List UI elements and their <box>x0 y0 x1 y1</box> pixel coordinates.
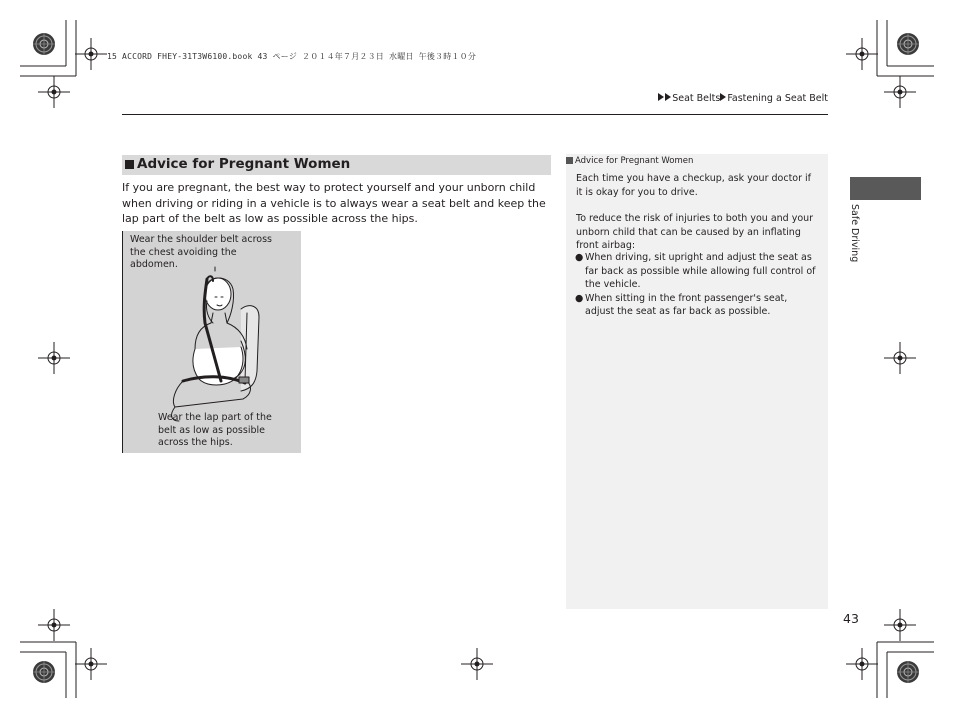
note-title <box>566 156 693 166</box>
chapter-tab[interactable] <box>850 177 921 200</box>
caption-lap-belt: Wear the lap part of the belt as low as possible across the hips. <box>158 412 272 448</box>
bullet-icon: ● <box>575 292 584 304</box>
pregnant-belt-illustration <box>122 231 301 453</box>
breadcrumb-item-seat-belts[interactable]: Seat Belts <box>672 93 721 104</box>
list-item <box>574 292 818 319</box>
note-title-text: Advice for Pregnant Women <box>575 156 694 166</box>
section-body: If you are pregnant, the best way to protect yourself and your unborn child when driving or riding in a vehicle is to always wear a seat belt and keep the lap part of the belt as low as possible across the hips. <box>122 181 546 225</box>
note-bullet-list <box>574 251 818 319</box>
page-number: 43 <box>843 611 859 626</box>
square-bullet-icon <box>125 160 134 169</box>
breadcrumb <box>658 93 828 104</box>
section-title-bar <box>122 155 551 175</box>
bullet-icon: ● <box>575 252 584 263</box>
arrow-right-icon <box>665 93 671 101</box>
note-paragraph-checkup: Each time you have a checkup, ask your doctor if it is okay for you to drive. <box>576 173 812 198</box>
caption-shoulder-belt: Wear the shoulder belt across the chest avoiding the abdomen. <box>130 234 272 270</box>
arrow-right-icon <box>658 93 664 101</box>
chapter-label <box>846 204 866 266</box>
bullet-text: When sitting in the front passenger's seat, adjust the seat as far back as possible. <box>585 292 788 317</box>
chapter-label-text: Safe Driving <box>849 204 860 263</box>
arrow-right-icon <box>720 93 726 101</box>
header-divider <box>122 114 828 115</box>
printer-info-line: 15 ACCORD FHEY-31T3W6100.book 43 ページ ２０１４年７月２３日 水曜日 午後３時１０分 <box>107 52 477 61</box>
section-title: Advice for Pregnant Women <box>137 156 351 172</box>
bullet-text: When driving, sit upright and adjust the seat as far back as possible while allowing full control of the vehicle. <box>585 252 816 290</box>
breadcrumb-item-fastening[interactable]: Fastening a Seat Belt <box>727 93 828 104</box>
side-note-panel <box>566 154 828 609</box>
note-reference-icon <box>566 157 573 164</box>
note-paragraph-airbag: To reduce the risk of injuries to both you and your unborn child that can be caused by an inflating front airbag: <box>576 213 814 251</box>
list-item <box>574 251 818 292</box>
